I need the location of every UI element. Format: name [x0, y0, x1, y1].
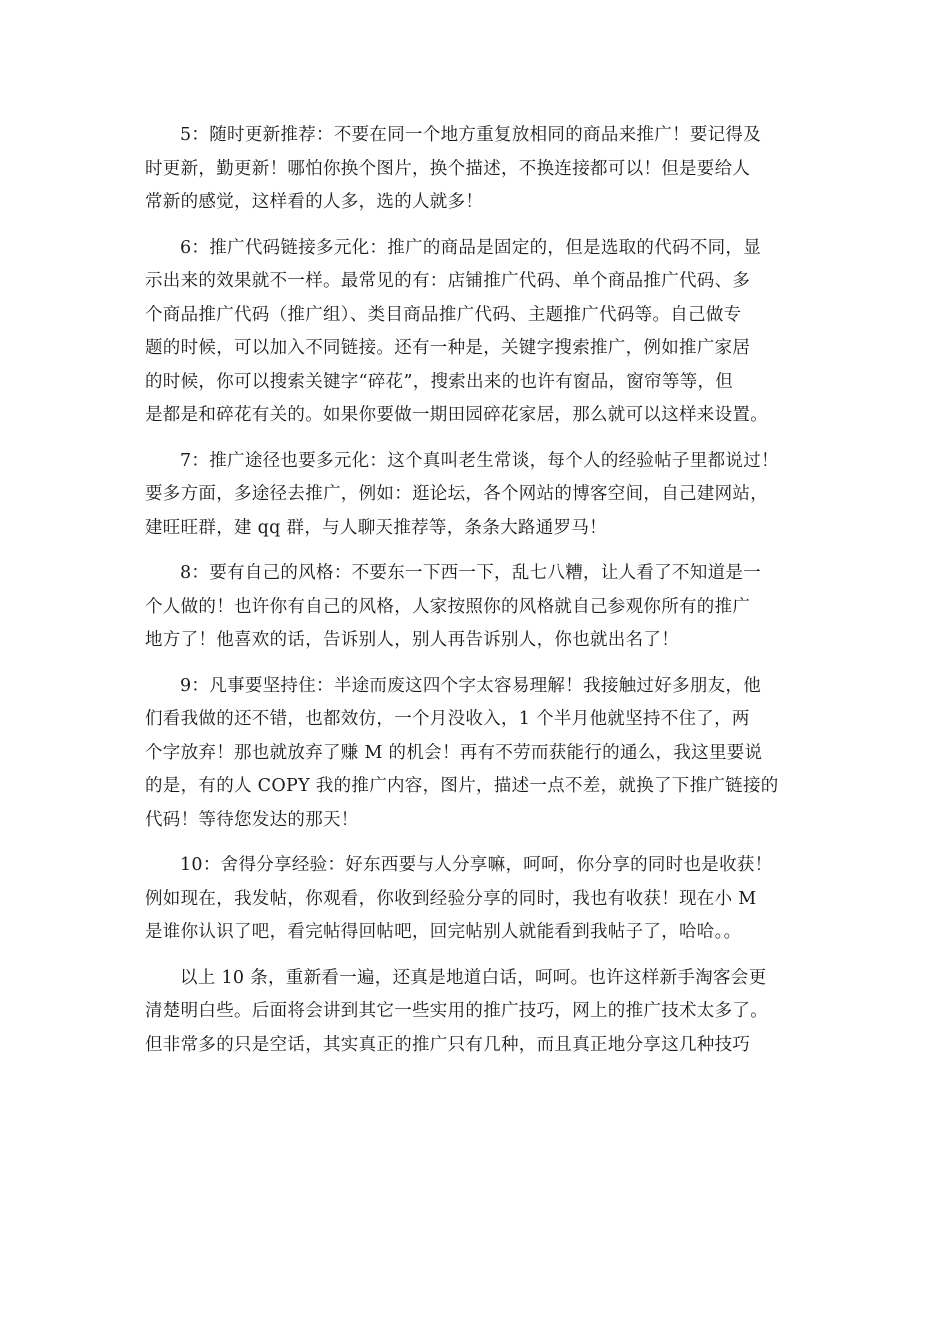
text-line: 10：舍得分享经验：好东西要与人分享嘛，呵呵，你分享的同时也是收获！ [180, 855, 773, 875]
text-line: 但非常多的只是空话，其实真正的推广只有几种，而且真正地分享这几种技巧 [145, 1034, 751, 1055]
text-line: 的时候，你可以搜索关键字“碎花”，搜索出来的也许有窗品，窗帘等等，但 [145, 371, 734, 392]
text-line: 要多方面，多途径去推广，例如：逛论坛，各个网站的博客空间，自己建网站， [145, 484, 768, 504]
paragraph-tip-6 [145, 232, 810, 433]
text-line: 地方了！他喜欢的话，告诉别人，别人再告诉别人，你也就出名了！ [145, 630, 679, 650]
text-line: 建旺旺群，建 qq 群，与人聊天推荐等，条条大路通罗马！ [145, 517, 607, 538]
text-line: 个字放弃！那也就放弃了赚 M 的机会！再有不劳而获能行的通么，我这里要说 [145, 742, 763, 763]
paragraph-tip-10 [145, 849, 810, 950]
text-line: 时更新，勤更新！哪怕你换个图片，换个描述，不换连接都可以！但是要给人 [145, 158, 751, 179]
text-line: 清楚明白些。后面将会讲到其它一些实用的推广技巧，网上的推广技术太多了。 [145, 1001, 768, 1021]
document-body [145, 119, 810, 1074]
paragraph-tip-8 [145, 557, 810, 658]
text-line: 5：随时更新推荐：不要在同一个地方重复放相同的商品来推广！要记得及 [180, 125, 762, 145]
text-line: 们看我做的还不错，也都效仿，一个月没收入，1 个半月他就坚持不住了，两 [145, 709, 750, 729]
text-line: 是谁你认识了吧，看完帖得回帖吧，回完帖别人就能看到我帖子了，哈哈。。 [145, 922, 742, 942]
text-line: 示出来的效果就不一样。最常见的有：店铺推广代码、单个商品推广代码、多 [145, 271, 751, 291]
text-line: 个商品推广代码（推广组）、类目商品推广代码、主题推广代码等。自己做专 [145, 304, 742, 325]
text-line: 的是，有的人 COPY 我的推广内容，图片，描述一点不差，就换了下推广链接的 [145, 776, 779, 796]
paragraph-tip-7 [145, 445, 810, 546]
text-line: 6：推广代码链接多元化：推广的商品是固定的，但是选取的代码不同，显 [180, 237, 762, 258]
paragraph-summary [145, 962, 810, 1063]
text-line: 是都是和碎花有关的。如果你要做一期田园碎花家居，那么就可以这样来设置。 [145, 405, 768, 425]
paragraph-tip-9 [145, 670, 810, 838]
text-line: 个人做的！也许你有自己的风格，人家按照你的风格就自己参观你所有的推广 [145, 596, 751, 617]
text-line: 以上 10 条，重新看一遍，还真是地道白话，呵呵。也许这样新手淘客会更 [180, 967, 767, 988]
text-line: 题的时候，可以加入不同链接。还有一种是，关键字搜索推广，例如推广家居 [145, 338, 751, 358]
text-line: 常新的感觉，这样看的人多，选的人就多！ [145, 192, 484, 212]
text-line: 9：凡事要坚持住：半途而废这四个字太容易理解！我接触过好多朋友，他 [180, 675, 762, 696]
text-line: 例如现在，我发帖，你观看，你收到经验分享的同时，我也有收获！现在小 M [145, 888, 757, 909]
text-line: 代码！等待您发达的那天！ [145, 809, 359, 830]
paragraph-tip-5 [145, 119, 810, 220]
text-line: 8：要有自己的风格：不要东一下西一下，乱七八糟，让人看了不知道是一 [180, 563, 762, 583]
text-line: 7：推广途径也要多元化：这个真叫老生常谈，每个人的经验帖子里都说过！ [180, 450, 779, 471]
